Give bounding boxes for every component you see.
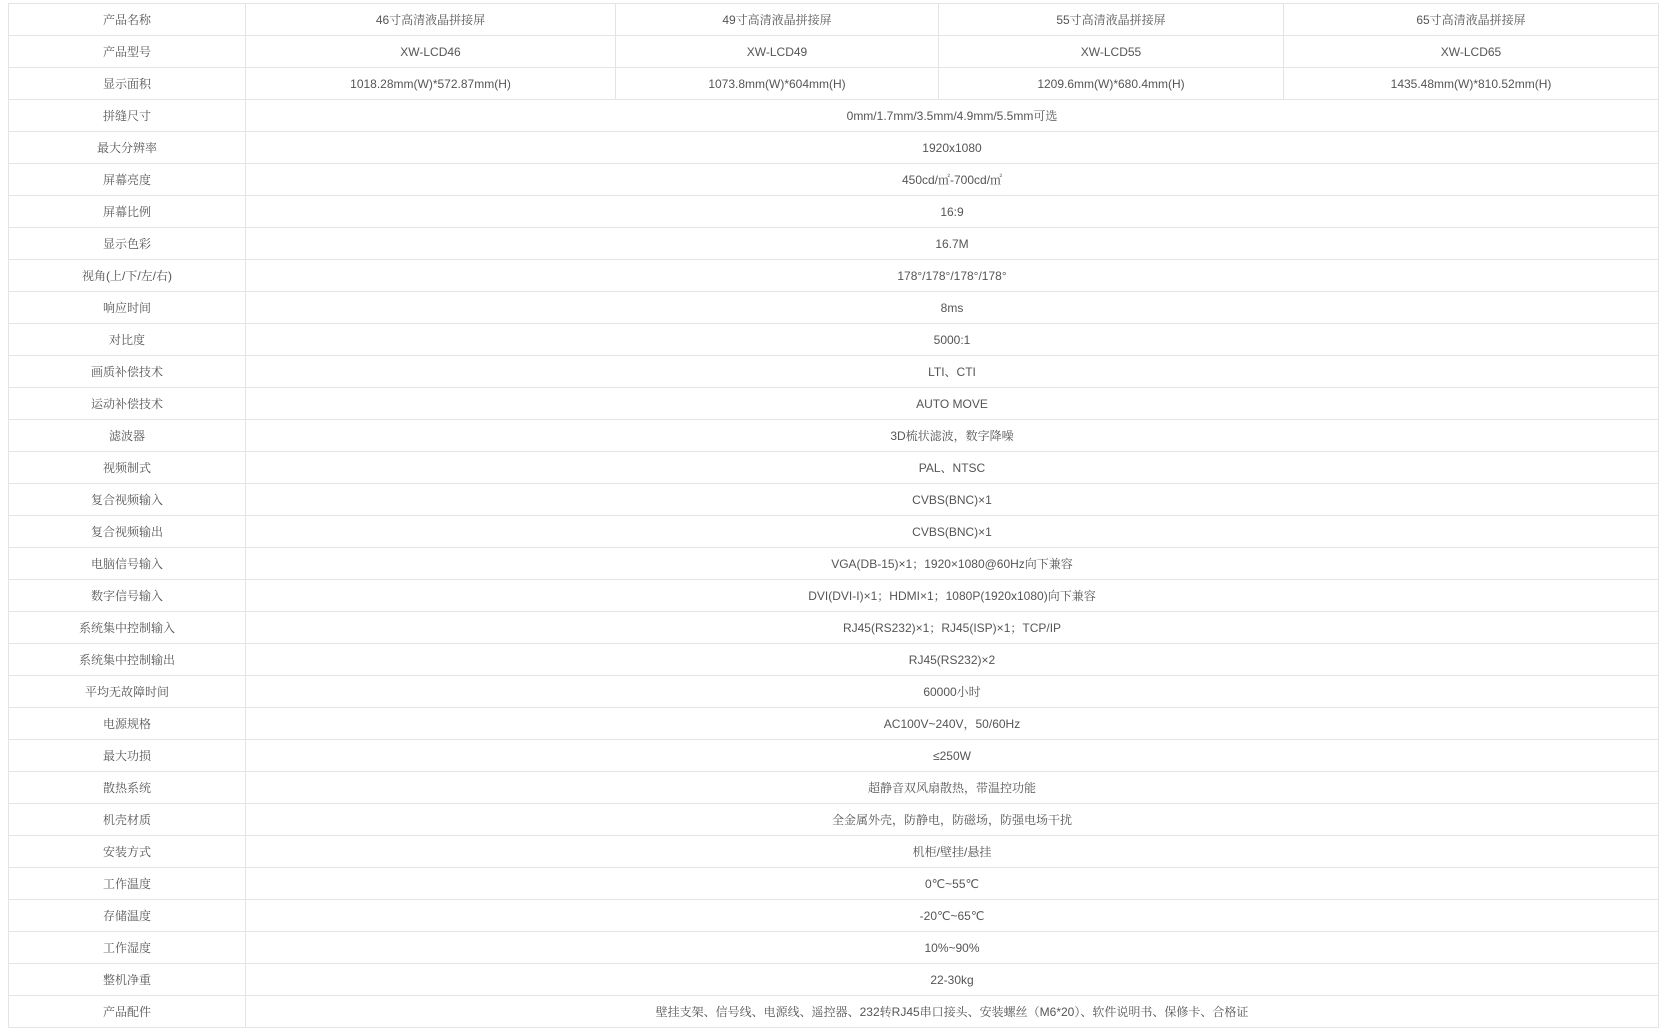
spec-value: 55寸高清液晶拼接屏 [939,4,1284,36]
table-row [9,484,1659,516]
spec-value: 1018.28mm(W)*572.87mm(H) [246,68,616,100]
spec-value-merged: 超静音双风扇散热，带温控功能 [246,772,1659,804]
spec-value-merged: AUTO MOVE [246,388,1659,420]
spec-value: XW-LCD46 [246,36,616,68]
spec-label: 整机净重 [9,964,246,996]
spec-label: 散热系统 [9,772,246,804]
spec-value-merged: 0mm/1.7mm/3.5mm/4.9mm/5.5mm可选 [246,100,1659,132]
spec-label: 屏幕比例 [9,196,246,228]
table-row [9,164,1659,196]
table-row [9,324,1659,356]
table-row [9,708,1659,740]
table-row [9,964,1659,996]
table-row [9,932,1659,964]
spec-value-merged: CVBS(BNC)×1 [246,484,1659,516]
spec-value-merged: ≤250W [246,740,1659,772]
product-spec-table [8,3,1659,1028]
spec-value-merged: 壁挂支架、信号线、电源线、遥控器、232转RJ45串口接头、安装螺丝（M6*20）、软件说明书、保修卡、合格证 [246,996,1659,1028]
spec-label: 数字信号输入 [9,580,246,612]
spec-label: 电脑信号输入 [9,548,246,580]
spec-value-merged: 全金属外壳，防静电，防磁场，防强电场干扰 [246,804,1659,836]
spec-label: 响应时间 [9,292,246,324]
spec-value: XW-LCD55 [939,36,1284,68]
spec-value-merged: 22-30kg [246,964,1659,996]
spec-value-merged: 机柜/壁挂/悬挂 [246,836,1659,868]
spec-value-merged: CVBS(BNC)×1 [246,516,1659,548]
spec-label: 屏幕亮度 [9,164,246,196]
spec-label: 最大分辨率 [9,132,246,164]
table-row [9,548,1659,580]
spec-label: 复合视频输出 [9,516,246,548]
spec-value-merged: 1920x1080 [246,132,1659,164]
spec-value-merged: AC100V~240V，50/60Hz [246,708,1659,740]
spec-value-merged: 60000小时 [246,676,1659,708]
spec-value-merged: 3D梳状滤波，数字降噪 [246,420,1659,452]
spec-label: 工作温度 [9,868,246,900]
spec-label: 安装方式 [9,836,246,868]
spec-value-merged: 16:9 [246,196,1659,228]
spec-label: 最大功损 [9,740,246,772]
spec-label: 显示色彩 [9,228,246,260]
spec-value-merged: 450cd/㎡-700cd/㎡ [246,164,1659,196]
table-row [9,228,1659,260]
spec-value: 46寸高清液晶拼接屏 [246,4,616,36]
table-row [9,676,1659,708]
spec-label: 产品配件 [9,996,246,1028]
table-row [9,516,1659,548]
table-row [9,292,1659,324]
spec-label: 视角(上/下/左/右) [9,260,246,292]
spec-value-merged: 178°/178°/178°/178° [246,260,1659,292]
spec-value: XW-LCD65 [1284,36,1659,68]
table-row [9,836,1659,868]
spec-label: 视频制式 [9,452,246,484]
spec-label: 工作湿度 [9,932,246,964]
spec-value-merged: 8ms [246,292,1659,324]
spec-value: 1073.8mm(W)*604mm(H) [616,68,939,100]
table-row [9,900,1659,932]
spec-label: 电源规格 [9,708,246,740]
table-row [9,356,1659,388]
spec-value: XW-LCD49 [616,36,939,68]
spec-value: 1209.6mm(W)*680.4mm(H) [939,68,1284,100]
spec-label: 产品型号 [9,36,246,68]
spec-value-merged: 16.7M [246,228,1659,260]
table-row [9,996,1659,1028]
table-row [9,132,1659,164]
table-row [9,644,1659,676]
spec-label: 机壳材质 [9,804,246,836]
spec-label: 拼缝尺寸 [9,100,246,132]
table-row [9,196,1659,228]
spec-label: 存储温度 [9,900,246,932]
spec-value-merged: DVI(DVI-I)×1；HDMI×1；1080P(1920x1080)向下兼容 [246,580,1659,612]
spec-value: 1435.48mm(W)*810.52mm(H) [1284,68,1659,100]
spec-label: 产品名称 [9,4,246,36]
spec-value-merged: 5000:1 [246,324,1659,356]
spec-value-merged: LTI、CTI [246,356,1659,388]
spec-table-body [9,4,1659,1028]
table-row [9,4,1659,36]
spec-label: 对比度 [9,324,246,356]
table-row [9,612,1659,644]
spec-value-merged: RJ45(RS232)×1；RJ45(ISP)×1；TCP/IP [246,612,1659,644]
table-row [9,260,1659,292]
spec-value-merged: PAL、NTSC [246,452,1659,484]
table-row [9,68,1659,100]
spec-value-merged: RJ45(RS232)×2 [246,644,1659,676]
spec-label: 系统集中控制输入 [9,612,246,644]
table-row [9,452,1659,484]
spec-value-merged: VGA(DB-15)×1；1920×1080@60Hz向下兼容 [246,548,1659,580]
table-row [9,420,1659,452]
spec-value-merged: 10%~90% [246,932,1659,964]
spec-label: 运动补偿技术 [9,388,246,420]
spec-label: 画质补偿技术 [9,356,246,388]
table-row [9,100,1659,132]
table-row [9,772,1659,804]
spec-label: 滤波器 [9,420,246,452]
spec-value-merged: -20℃~65℃ [246,900,1659,932]
table-row [9,868,1659,900]
spec-value: 49寸高清液晶拼接屏 [616,4,939,36]
spec-label: 系统集中控制输出 [9,644,246,676]
spec-label: 显示面积 [9,68,246,100]
table-row [9,36,1659,68]
table-row [9,388,1659,420]
table-row [9,804,1659,836]
spec-value: 65寸高清液晶拼接屏 [1284,4,1659,36]
spec-value-merged: 0℃~55℃ [246,868,1659,900]
spec-label: 复合视频输入 [9,484,246,516]
table-row [9,580,1659,612]
table-row [9,740,1659,772]
spec-label: 平均无故障时间 [9,676,246,708]
